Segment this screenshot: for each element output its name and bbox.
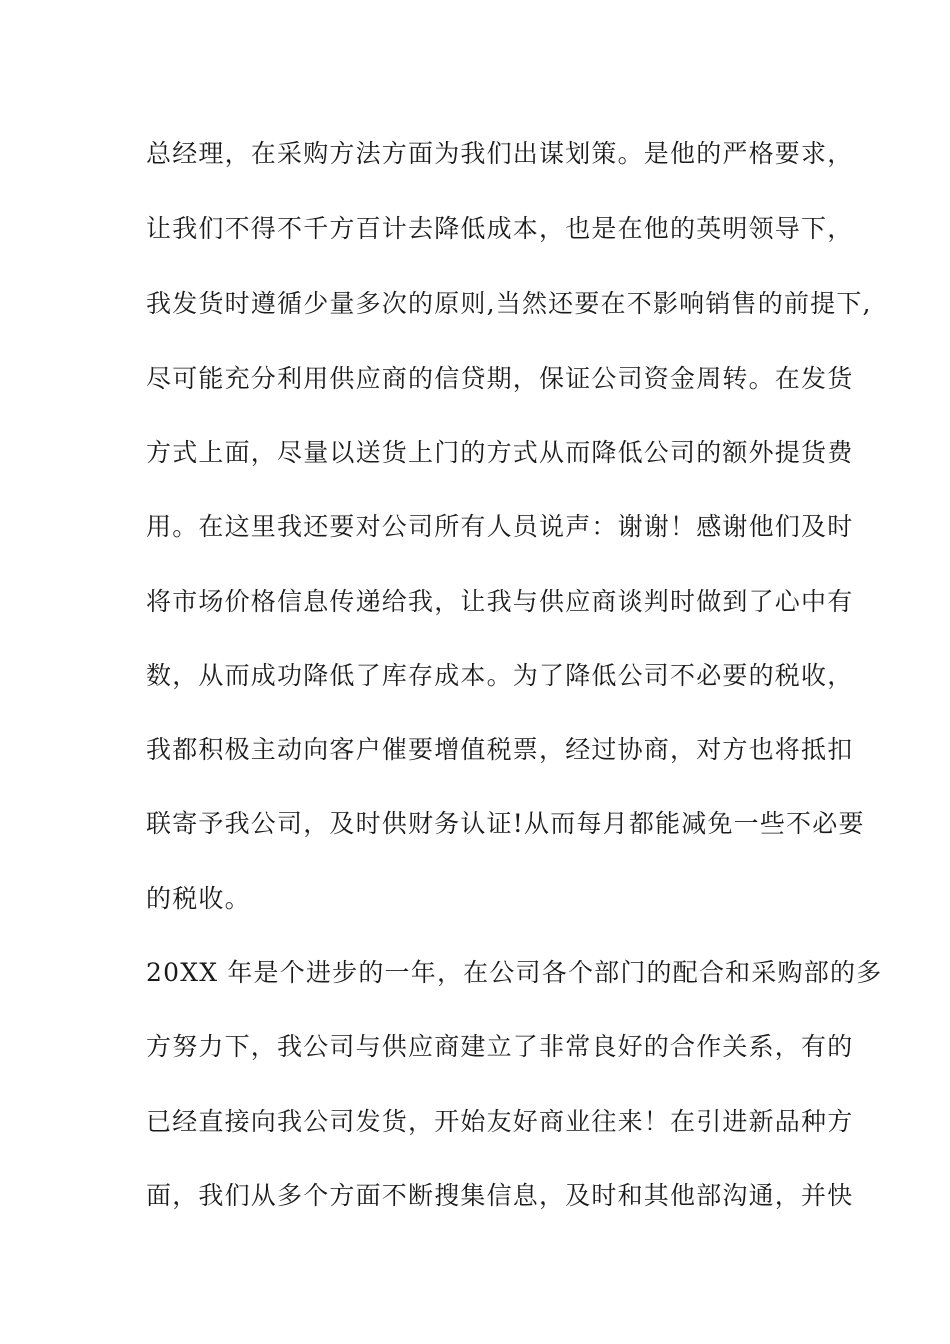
text-line: 用。在这里我还要对公司所有人员说声：谢谢！感谢他们及时 bbox=[146, 512, 854, 541]
text-line: 将市场价格信息传递给我，让我与供应商谈判时做到了心中有 bbox=[146, 587, 854, 616]
text-line: 面，我们从多个方面不断搜集信息，及时和其他部沟通，并快 bbox=[146, 1181, 854, 1210]
text-line: 总经理，在采购方法方面为我们出谋划策。是他的严格要求， bbox=[146, 139, 854, 168]
text-line: 方式上面，尽量以送货上门的方式从而降低公司的额外提货费 bbox=[146, 438, 854, 467]
text-line: 数，从而成功降低了库存成本。为了降低公司不必要的税收， bbox=[146, 661, 854, 690]
text-line: 尽可能充分利用供应商的信贷期，保证公司资金周转。在发货 bbox=[146, 364, 854, 393]
text-line: 让我们不得不千方百计去降低成本，也是在他的英明领导下， bbox=[146, 214, 854, 243]
text-line: 方努力下，我公司与供应商建立了非常良好的合作关系，有的 bbox=[146, 1032, 854, 1061]
text-line: 联寄予我公司，及时供财务认证!从而每月都能减免一些不必要 bbox=[146, 809, 865, 838]
text-line: 我发货时遵循少量多次的原则,当然还要在不影响销售的前提下, bbox=[146, 289, 872, 318]
text-line: 20XX 年是个进步的一年，在公司各个部门的配合和采购部的多 bbox=[146, 958, 883, 987]
text-line: 已经直接向我公司发货，开始友好商业往来！在引进新品种方 bbox=[146, 1107, 854, 1136]
text-line: 我都积极主动向客户催要增值税票，经过协商，对方也将抵扣 bbox=[146, 735, 854, 764]
text-line: 的税收。 bbox=[146, 884, 251, 913]
